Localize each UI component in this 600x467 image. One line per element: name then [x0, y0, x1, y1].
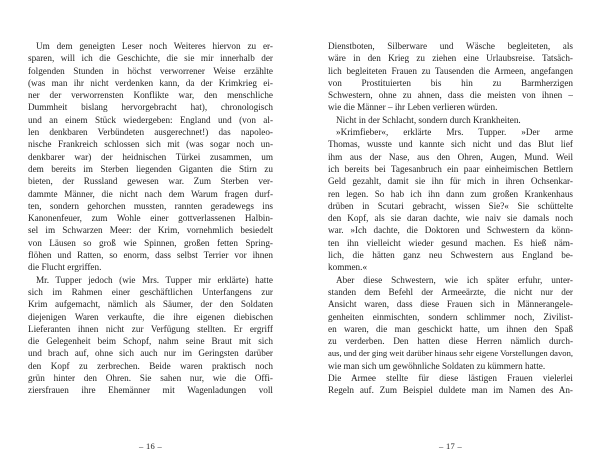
right-page-text-line: zu verderben. Den hatten diese Herren nämlich durch-: [328, 336, 573, 347]
right-page-text-line: Nicht in der Schlacht, sondern durch Krankheiten.: [336, 114, 521, 125]
right-page-text-line: aus, und der ging weit darüber hinaus sehr eigene Vorstellungen davon,: [328, 348, 573, 359]
right-page-text-line: »Krimfieber«, erklärte Mrs. Tupper. »Der arme: [336, 127, 573, 138]
left-page-text-line: dammte Männer, die nicht nach dem Warum fragen durf-: [28, 188, 273, 199]
left-page-text-line: (was man ihr nicht verdenken kann, da der Krimkrieg ei-: [28, 77, 273, 88]
left-page-text-line: und brach auf, ohne sich auch nur im Geringsten darüber: [28, 348, 273, 359]
right-page-text-line: den Kopf, als sie daran dachte, wie naiv sie damals noch: [328, 213, 573, 224]
left-page-text-line: grün hinter den Ohren. Sie sahen nur, wie die Offi-: [28, 373, 273, 384]
left-page-text-line: dem bereits im Sterben liegenden Giganten die Stirn zu: [28, 163, 273, 174]
right-page-text-line: wie die Männer – ihr Leben verlieren würden.: [328, 102, 498, 113]
left-page-text-line: sich im Rahmen einer geschäftlichen Unterfangens zur: [28, 286, 273, 297]
right-page-text-line: Regeln auf. Zum Beispiel duldete man im Namen des An-: [328, 385, 573, 396]
left-page-text-line: die Flucht ergriffen.: [28, 262, 102, 273]
left-page-text-line: Lieferanten ihnen nicht zur Verfügung stellten. Er ergriff: [28, 323, 273, 334]
left-page-text-line: sparen, will ich die Geschichte, die sie mir innerhalb der: [28, 53, 273, 64]
right-page-text-line: wie man sich um gewöhnliche Soldaten zu kümmern hatte.: [328, 360, 546, 371]
left-page-text-line: die Gelegenheit beim Schopf, nahm seine Braut mit sich: [28, 336, 273, 347]
left-page-text-line: flöhen und Ratten, so enorm, dass selbst Terrier vor ihnen: [28, 250, 273, 261]
right-page-text-line: ten ihn vielleicht wieder gesund machen. Es hieß näm-: [328, 237, 573, 248]
right-page-text-line: Dienstboten, Silberware und Wäsche begleiteten, als: [328, 41, 573, 51]
left-page-text-line: bieten, der Russland gewesen war. Zum Sterben ver-: [28, 176, 273, 187]
page-number-left: – 16 –: [138, 441, 163, 451]
right-page-text-line: en waren, die man geschickt hatte, um ihnen den Spaß: [328, 323, 573, 334]
left-page: [28, 40, 273, 397]
right-page-text-line: lich begleiteten Frauen zu Tausenden die Armeen, angefangen: [328, 65, 573, 76]
right-page-text-line: standen dem Befehl der Armeeärzte, die nicht nur der: [328, 286, 573, 297]
left-page-text-line: und an einem Stück wiedergeben: England und (von al-: [28, 114, 273, 125]
right-page-text-line: Ansicht waren, dass diese Frauen sich in Männerangele-: [328, 299, 573, 310]
left-page-text-line: ner der verworrensten Konflikte war, den menschliche: [28, 90, 273, 101]
right-page-text-line: ren legen. So hab ich ihn dann zum großen Krankenhaus: [328, 188, 573, 199]
left-page-text-line: Dummheit bislang hervorgebracht hat), chronologisch: [28, 102, 273, 113]
left-page-text-line: nische Frankreich schlossen sich mit (was sogar noch un-: [28, 139, 273, 150]
left-page-text-line: Um dem geneigten Leser noch Weiteres hiervon zu er-: [36, 41, 273, 51]
left-page-text-line: Krim aufgemacht, nämlich als Säumer, der den Soldaten: [28, 299, 273, 310]
right-page-text-line: Geld gezahlt, damit sie ihn für mich in ihren Ochsenkar-: [328, 176, 573, 187]
left-page-text-line: len denkbaren Verbündeten ausgerechnet!) das napoleo-: [28, 127, 273, 138]
left-page-text-line: den Kopf zu zerbrechen. Beide waren praktisch noch: [28, 360, 273, 371]
right-page-text-line: Schwestern, ohne zu ahnen, dass die meisten von ihnen –: [328, 90, 573, 101]
right-page-text-line: kommen.«: [328, 262, 368, 273]
right-page-text-line: wäre in den Krieg zu ziehen eine Urlaubsreise. Tatsäch-: [328, 53, 573, 64]
left-page-text-line: ten, sondern gehorchen mussten, rannten geradewegs ins: [28, 200, 273, 211]
right-page-text-line: war. »Ich dachte, die Doktoren und Schwestern da könn-: [328, 225, 573, 236]
left-page-text-line: denkbarer war) der heidnischen Türkei zusammen, um: [28, 151, 273, 162]
left-page-text-line: folgenden Stunden in höchst verworrener Weise erzählte: [28, 65, 273, 76]
right-page-text-line: Die Armee stellte für diese lästigen Frauen vielerlei: [328, 373, 573, 384]
left-page-text-line: von Läusen so groß wie Spinnen, großen fetten Spring-: [28, 237, 273, 248]
right-page-text-line: ihm aus der Nase, aus den Ohren, Augen, Mund. Weil: [328, 151, 573, 162]
left-page-text-line: ziersfrauen ihre Ehemänner mit Wagenladungen voll: [28, 385, 273, 396]
right-page-text-line: lich, die hätten ganz neu Schwestern aus England be-: [328, 250, 573, 261]
right-page-text-line: drüben in Scutari gebracht, wissen Sie?« Sie schüttelte: [328, 200, 573, 211]
left-page-text-line: Kanonenfeuer, zum Wohle einer gottverlassenen Halbin-: [28, 213, 273, 224]
right-page-text-line: genheiten einmischten, sondern schlimmer noch, Zivilist-: [328, 311, 573, 322]
right-page-text-line: Thomas, wusste und kannte sich nicht und das Blut lief: [328, 139, 573, 150]
right-page-text-line: ich bereits bei Tagesanbruch ein paar einheimischen Bettlern: [328, 163, 573, 174]
right-page-text-line: Aber diese Schwestern, wie ich später erfuhr, unter-: [336, 274, 573, 285]
left-page-text-line: diejenigen Waren verkaufte, die ihre eigenen diebischen: [28, 311, 273, 322]
left-page-text-line: Mr. Tupper jedoch (wie Mrs. Tupper mir erklärte) hatte: [36, 274, 273, 285]
page-number-right: – 17 –: [438, 441, 463, 451]
right-page-text-line: von Prostituierten bis hin zu Barmherzigen: [328, 77, 573, 88]
right-page: [328, 40, 573, 397]
left-page-text-line: sel im Schwarzen Meer: der Krim, vornehmlich besiedelt: [28, 225, 273, 236]
